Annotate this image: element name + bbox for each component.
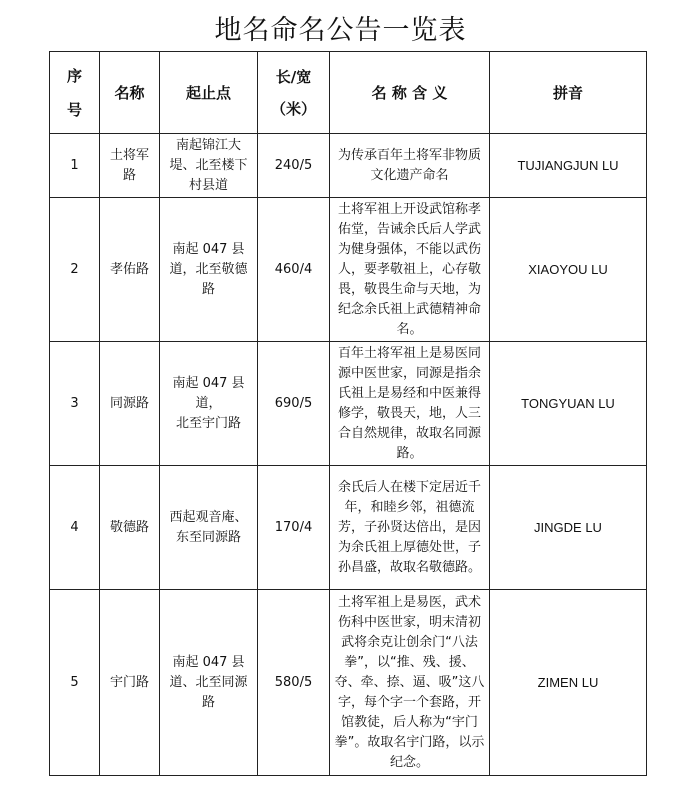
cell-length: 580/5 — [258, 590, 330, 776]
cell-length: 170/4 — [258, 466, 330, 590]
header-seq: 序 号 — [50, 52, 100, 134]
header-name: 名称 — [100, 52, 160, 134]
place-name-table — [49, 51, 647, 776]
header-range: 起止点 — [160, 52, 258, 134]
cell-seq: 1 — [50, 134, 100, 198]
cell-pinyin: ZIMEN LU — [490, 590, 647, 776]
cell-range: 西起观音庵、 东至同源路 — [160, 466, 258, 590]
cell-name: 宇门路 — [100, 590, 160, 776]
cell-pinyin: TUJIANGJUN LU — [490, 134, 647, 198]
page-title: 地名命名公告一览表 — [214, 15, 467, 46]
cell-meaning: 余氏后人在楼下定居近千年，和睦乡邻，祖德流芳，子孙贤达倍出，是因为余氏祖上厚德处世，子孙昌盛，故取名敬德路。 — [330, 466, 490, 590]
cell-pinyin: XIAOYOU LU — [490, 198, 647, 342]
cell-seq: 4 — [50, 466, 100, 590]
cell-range: 南起 047 县 道、北至同源 路 — [160, 590, 258, 776]
cell-length: 690/5 — [258, 342, 330, 466]
cell-name: 孝佑路 — [100, 198, 160, 342]
cell-meaning: 百年土将军祖上是易医同源中医世家，同源是指余氏祖上是易经和中医兼得修学，敬畏天，地，人三合自然规律，故取名同源路。 — [330, 342, 490, 466]
table-header-row — [50, 52, 647, 134]
cell-name: 同源路 — [100, 342, 160, 466]
table-row — [50, 466, 647, 590]
cell-pinyin: TONGYUAN LU — [490, 342, 647, 466]
cell-length: 460/4 — [258, 198, 330, 342]
cell-name: 土将军 路 — [100, 134, 160, 198]
cell-range: 南起 047 县 道， 北至宇门路 — [160, 342, 258, 466]
cell-length: 240/5 — [258, 134, 330, 198]
cell-pinyin: JINGDE LU — [490, 466, 647, 590]
cell-seq: 2 — [50, 198, 100, 342]
header-length: 长/宽 （米） — [258, 52, 330, 134]
cell-meaning: 为传承百年土将军非物质文化遗产命名 — [330, 134, 490, 198]
table-row — [50, 134, 647, 198]
cell-seq: 3 — [50, 342, 100, 466]
cell-meaning: 土将军祖上是易医，武术伤科中医世家，明末清初武将余克让创余门“八法拳”，以“推、残、援、夺、牵、捺、逼、吸”这八字，每个字一个套路，开馆教徒，后人称为“宇门拳”。故取名宇门路，以示纪念。 — [330, 590, 490, 776]
cell-seq: 5 — [50, 590, 100, 776]
cell-name: 敬德路 — [100, 466, 160, 590]
table-row — [50, 342, 647, 466]
table-row — [50, 590, 647, 776]
header-meaning: 名 称 含 义 — [330, 52, 490, 134]
cell-range: 南起 047 县 道，北至敬德 路 — [160, 198, 258, 342]
header-pinyin: 拼音 — [490, 52, 647, 134]
cell-meaning: 土将军祖上开设武馆称孝佑堂，告诫余氏后人学武为健身强体，不能以武伤人，要孝敬祖上，心存敬畏，敬畏生命与天地，为纪念余氏祖上武德精神命名。 — [330, 198, 490, 342]
table-row — [50, 198, 647, 342]
cell-range: 南起锦江大 堤、北至楼下 村县道 — [160, 134, 258, 198]
